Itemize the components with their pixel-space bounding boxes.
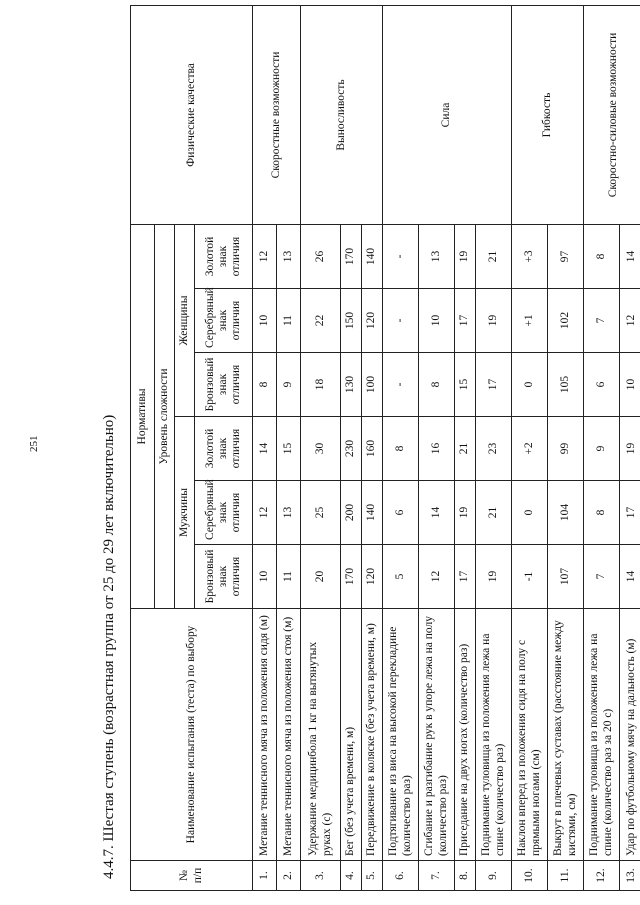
table-row [512,5,548,890]
norm-men-silver: 6 [383,481,419,545]
norm-women-bronze: - [383,353,419,417]
norm-women-silver: 102 [548,289,584,353]
row-number: 4. [341,861,362,891]
row-number: 8. [455,861,476,891]
norm-men-bronze: 7 [584,545,620,609]
norm-men-silver: 13 [277,481,301,545]
norm-men-bronze: 5 [383,545,419,609]
norm-men-bronze: 19 [476,545,512,609]
norm-women-bronze: 8 [419,353,455,417]
header-women-silver: Серебряный знак отличия [195,289,253,353]
norm-men-bronze: 20 [301,545,341,609]
norm-women-gold: 13 [419,224,455,288]
norm-men-gold: +2 [512,417,548,481]
norm-men-silver: 0 [512,481,548,545]
norm-women-gold: 26 [301,224,341,288]
row-number: 12. [584,861,620,891]
norm-women-silver: 120 [362,289,383,353]
norm-women-silver: 7 [584,289,620,353]
norm-women-gold: 21 [476,224,512,288]
table-body [253,5,640,890]
header-women: Женщины [175,224,195,416]
norm-men-bronze: 170 [341,545,362,609]
table-row [253,5,277,890]
test-name: Бег (без учета времени, м) [341,609,362,861]
test-name: Удержание медицинбола 1 кг на вытянутых руках (с) [301,609,341,861]
norm-men-bronze: -1 [512,545,548,609]
norm-men-silver: 25 [301,481,341,545]
row-number: 2. [277,861,301,891]
norm-women-silver: - [383,289,419,353]
norm-men-silver: 8 [584,481,620,545]
row-number: 6. [383,861,419,891]
norm-men-bronze: 107 [548,545,584,609]
norms-table [130,5,640,891]
norm-men-gold: 30 [301,417,341,481]
norm-men-gold: 14 [253,417,277,481]
norm-women-bronze: 6 [584,353,620,417]
norm-men-gold: 8 [383,417,419,481]
test-name: Метание теннисного мяча из положения сидя (м) [253,609,277,861]
header-men-bronze: Бронзовый знак отличия [195,545,253,609]
norm-women-gold: 8 [584,224,620,288]
norm-women-bronze: 18 [301,353,341,417]
norm-women-silver: 12 [620,289,640,353]
norm-women-bronze: 17 [476,353,512,417]
norm-men-silver: 19 [455,481,476,545]
norm-women-gold: 19 [455,224,476,288]
norm-women-bronze: 9 [277,353,301,417]
norm-women-silver: +1 [512,289,548,353]
norm-men-silver: 200 [341,481,362,545]
rotated-page-content [94,32,637,891]
section-heading: 4.4.7. Шестая ступень (возрастная группа от 25 до 29 лет включительно) [101,414,117,879]
norm-women-silver: 150 [341,289,362,353]
norm-women-silver: 17 [455,289,476,353]
row-number: 11. [548,861,584,891]
header-men-silver: Серебряный знак отличия [195,481,253,545]
norm-women-silver: 22 [301,289,341,353]
norm-men-bronze: 17 [455,545,476,609]
header-men-gold: Золотой знак отличия [195,417,253,481]
test-name: Удар по футбольному мячу на дальность (м) [620,609,640,861]
test-name: Приседание на двух ногах (количество раз) [455,609,476,861]
norm-men-gold: 99 [548,417,584,481]
row-number: 9. [476,861,512,891]
norm-men-gold: 19 [620,417,640,481]
physical-quality: Сила [383,5,512,224]
norm-women-gold: 170 [341,224,362,288]
norm-men-gold: 16 [419,417,455,481]
norm-women-silver: 19 [476,289,512,353]
norm-women-bronze: 0 [512,353,548,417]
header-difficulty-level: Уровень сложности [155,224,175,608]
header-number: № п/п [131,861,253,891]
norm-men-bronze: 10 [253,545,277,609]
norm-women-gold: 13 [277,224,301,288]
norm-women-gold: 140 [362,224,383,288]
norm-men-silver: 12 [253,481,277,545]
norm-men-silver: 17 [620,481,640,545]
norm-women-bronze: 10 [620,353,640,417]
table-row [383,5,419,890]
norm-women-bronze: 15 [455,353,476,417]
test-name: Поднимание туловища из положения лежа на спине (количество раз за 20 с) [584,609,620,861]
header-women-gold: Золотой знак отличия [195,224,253,288]
row-number: 5. [362,861,383,891]
norm-women-gold: 12 [253,224,277,288]
norm-women-bronze: 105 [548,353,584,417]
norm-men-bronze: 12 [419,545,455,609]
row-number: 10. [512,861,548,891]
test-name: Метание теннисного мяча из положения стоя (м) [277,609,301,861]
table-row [301,5,341,890]
test-name: Наклон вперед из положения сидя на полу с прямыми ногами (см) [512,609,548,861]
norm-men-gold: 15 [277,417,301,481]
norm-women-gold: +3 [512,224,548,288]
norm-men-silver: 140 [362,481,383,545]
norm-women-bronze: 130 [341,353,362,417]
row-number: 1. [253,861,277,891]
page-number: 251 [28,435,40,452]
row-number: 13. [620,861,640,891]
physical-quality: Скоростные возможности [253,5,301,224]
norm-women-bronze: 100 [362,353,383,417]
header-norms: Нормативы [131,224,155,608]
test-name: Выкрут в плечевых суставах (расстояние между кистями, см) [548,609,584,861]
norm-men-gold: 23 [476,417,512,481]
norm-women-gold: 14 [620,224,640,288]
norm-men-gold: 9 [584,417,620,481]
test-name: Сгибание и разгибание рук в упоре лежа на полу (количество раз) [419,609,455,861]
row-number: 3. [301,861,341,891]
norm-men-silver: 104 [548,481,584,545]
header-physical-qualities: Физические качества [131,5,253,224]
table-row [584,5,620,890]
physical-quality: Выносливость [301,5,383,224]
norm-women-silver: 10 [253,289,277,353]
norm-women-silver: 10 [419,289,455,353]
norm-women-bronze: 8 [253,353,277,417]
physical-quality: Гибкость [512,5,584,224]
norm-women-gold: - [383,224,419,288]
norm-men-silver: 21 [476,481,512,545]
physical-quality: Скоростно-силовые возможности [584,5,640,224]
norm-men-bronze: 14 [620,545,640,609]
header-women-bronze: Бронзовый знак отличия [195,353,253,417]
norm-men-bronze: 120 [362,545,383,609]
norm-men-silver: 14 [419,481,455,545]
test-name: Поднимание туловища из положения лежа на спине (количество раз) [476,609,512,861]
norm-men-bronze: 11 [277,545,301,609]
row-number: 7. [419,861,455,891]
norm-men-gold: 230 [341,417,362,481]
test-name: Передвижение в коляске (без учета времени, м) [362,609,383,861]
header-men: Мужчины [175,417,195,609]
header-test-name: Наименование испытания (теста) по выбору [131,609,253,861]
test-name: Подтягивание из виса на высокой перекладине (количество раз) [383,609,419,861]
norm-women-gold: 97 [548,224,584,288]
norm-men-gold: 21 [455,417,476,481]
norm-women-silver: 11 [277,289,301,353]
norm-men-gold: 160 [362,417,383,481]
